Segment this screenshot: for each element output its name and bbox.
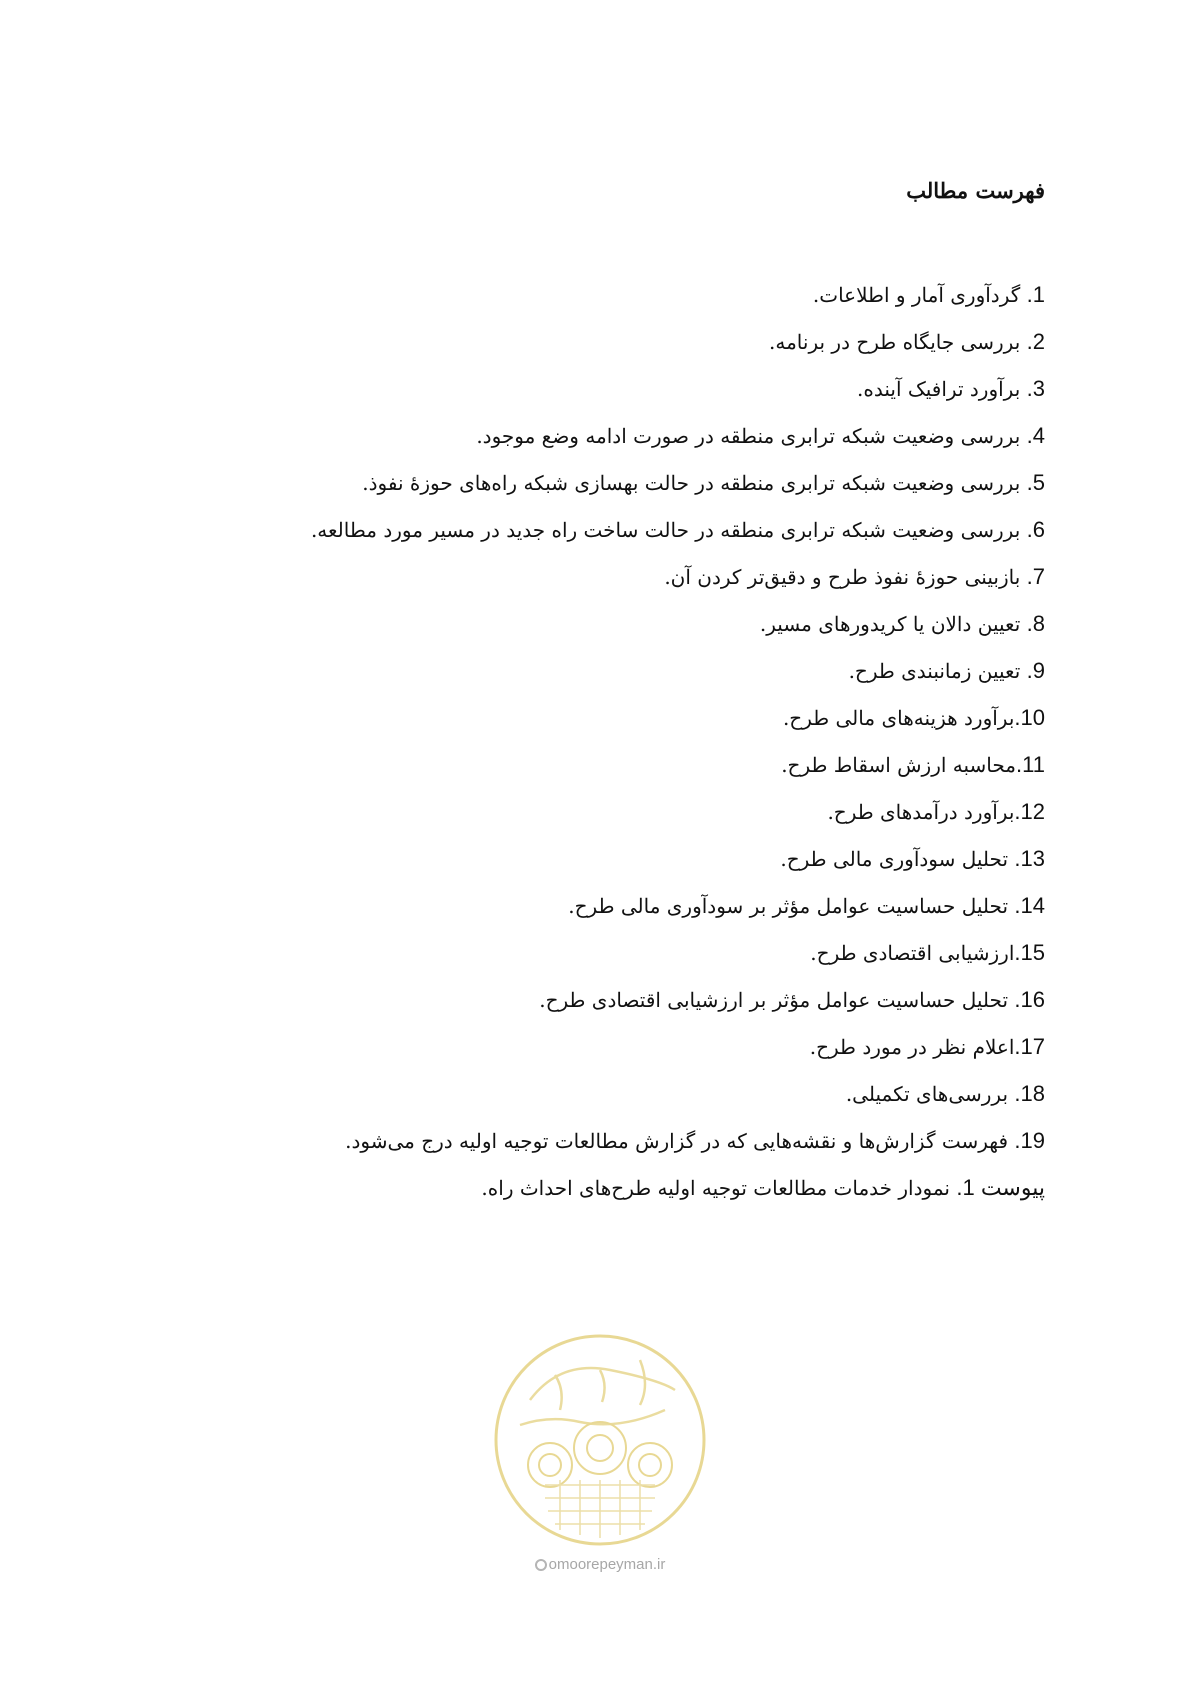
logo-calligraphy (520, 1360, 675, 1425)
toc-item-14 (145, 886, 1045, 933)
toc-item-17 (145, 1027, 1045, 1074)
toc-item-13 (145, 839, 1045, 886)
toc-item-text: تحلیل سودآوری مالی طرح. (780, 847, 1015, 871)
toc-list (145, 275, 1045, 1215)
toc-item-number: 4. (1026, 423, 1045, 448)
toc-item-19 (145, 1121, 1045, 1168)
toc-item-text: برآورد هزینه‌های مالی طرح. (782, 706, 1015, 730)
toc-item-text: محاسبه ارزش اسقاط طرح. (781, 753, 1017, 777)
toc-item-number: 15. (1014, 940, 1045, 965)
toc-item-number: 6. (1026, 517, 1045, 542)
toc-item-number: 11. (1016, 752, 1045, 777)
toc-item-text: تعیین دالان یا کریدورهای مسیر. (759, 612, 1027, 636)
toc-item-15 (145, 933, 1045, 980)
toc-item-7 (145, 557, 1045, 604)
toc-item-number: 17. (1014, 1034, 1045, 1059)
toc-item-text: اعلام نظر در مورد طرح. (809, 1035, 1015, 1059)
toc-title: فهرست مطالب (906, 178, 1045, 203)
toc-item-number: 19. (1014, 1128, 1045, 1153)
toc-item-text: بررسی‌های تکمیلی. (845, 1082, 1015, 1106)
toc-item-12 (145, 792, 1045, 839)
toc-item-6 (145, 510, 1045, 557)
toc-item-text: برآورد ترافیک آینده. (857, 377, 1027, 401)
toc-item-number: 10. (1014, 705, 1045, 730)
toc-item-text: فهرست گزارش‌ها و نقشه‌هایی که در گزارش مطالعات توجیه اولیه درج می‌شود. (345, 1129, 1015, 1153)
watermark-url (490, 1556, 710, 1573)
logo-building-grid (545, 1480, 655, 1538)
toc-item-text: برآورد درآمدهای طرح. (827, 800, 1015, 824)
toc-item-5 (145, 463, 1045, 510)
toc-item-text: بررسی جایگاه طرح در برنامه. (769, 330, 1027, 354)
watermark-logo (490, 1330, 710, 1550)
toc-item-number: 14. (1014, 893, 1045, 918)
toc-item-9 (145, 651, 1045, 698)
toc-item-text: تعیین زمانبندی طرح. (848, 659, 1027, 683)
toc-item-text: بررسی وضعیت شبکه ترابری منطقه در صورت ادامه وضع موجود. (476, 424, 1027, 448)
toc-item-number: 8. (1026, 611, 1045, 636)
toc-item-4 (145, 416, 1045, 463)
toc-item-text: بررسی وضعیت شبکه ترابری منطقه در حالت ساخت راه جدید در مسیر مورد مطالعه. (310, 518, 1027, 542)
toc-item-11 (145, 745, 1045, 792)
toc-item-number: 5. (1026, 470, 1045, 495)
toc-item-2 (145, 322, 1045, 369)
toc-item-number: 7. (1026, 564, 1045, 589)
toc-item-appendix-1 (145, 1168, 1045, 1215)
toc-item-1 (145, 275, 1045, 322)
toc-item-text: گردآوری آمار و اطلاعات. (812, 283, 1027, 307)
toc-item-text: ارزشیابی اقتصادی طرح. (810, 941, 1015, 965)
logo-gears (528, 1422, 672, 1487)
toc-item-text: تحلیل حساسیت عوامل مؤثر بر ارزشیابی اقتصادی طرح. (539, 988, 1015, 1012)
toc-item-text: بازبینی حوزۀ نفوذ طرح و دقیق‌تر کردن آن. (664, 565, 1027, 589)
toc-item-number: 2. (1026, 329, 1045, 354)
toc-item-3 (145, 369, 1045, 416)
toc-item-16 (145, 980, 1045, 1027)
watermark-url-text: omoorepeyman.ir (548, 1556, 666, 1573)
toc-item-8 (145, 604, 1045, 651)
toc-item-text: تحلیل حساسیت عوامل مؤثر بر سودآوری مالی طرح. (568, 894, 1015, 918)
toc-item-text: نمودار خدمات مطالعات توجیه اولیه طرح‌های احداث راه. (481, 1176, 957, 1200)
toc-item-number: 1. (1026, 282, 1045, 307)
toc-item-18 (145, 1074, 1045, 1121)
toc-item-number: 3. (1026, 376, 1045, 401)
toc-item-number: 13. (1014, 846, 1045, 871)
omoorepeyman-logo-icon (490, 1330, 710, 1550)
toc-item-number: 18. (1014, 1081, 1045, 1106)
toc-item-text: بررسی وضعیت شبکه ترابری منطقه در حالت بهسازی شبکه راه‌های حوزۀ نفوذ. (362, 471, 1027, 495)
toc-item-number: 12. (1014, 799, 1045, 824)
toc-item-number: 16. (1014, 987, 1045, 1012)
toc-item-number: پیوست 1. (956, 1175, 1045, 1200)
toc-item-10 (145, 698, 1045, 745)
toc-item-number: 9. (1026, 658, 1045, 683)
at-sign-icon (535, 1559, 547, 1571)
